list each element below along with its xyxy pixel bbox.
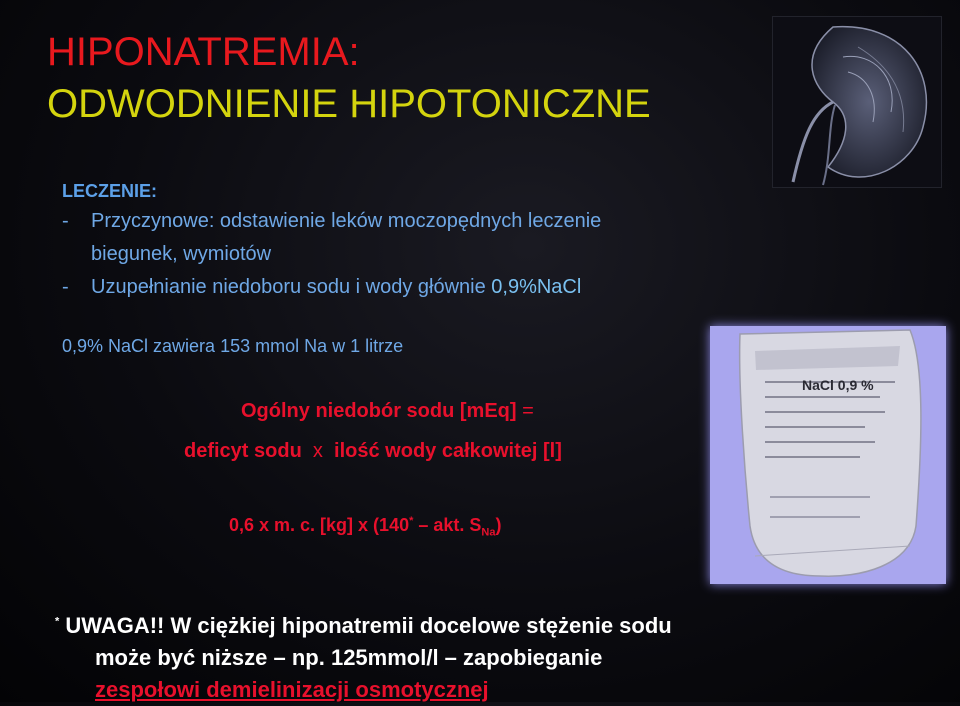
- treatment-item-replenish-text: Uzupełnianie niedoboru sodu i wody głównie: [91, 276, 486, 298]
- bag-label: NaCl 0,9 %: [802, 377, 874, 393]
- saline-bag-image: [710, 326, 946, 584]
- slide-title-line2: ODWODNIENIE HIPOTONICZNE: [47, 82, 651, 126]
- warning-line1-text: UWAGA!! W ciężkiej hiponatremii docelowe stężenie sodu: [65, 613, 672, 639]
- kidney-illustration: [772, 16, 942, 188]
- treatment-item-causal-cont: biegunek, wymiotów: [91, 243, 272, 265]
- formula-equals: =: [522, 400, 534, 422]
- warning-star: *: [55, 616, 60, 628]
- treatment-item-causal: [62, 210, 601, 233]
- bullet-dash: -: [62, 276, 69, 298]
- formula-star: *: [409, 515, 414, 527]
- nacl-highlight: 0,9%NaCl: [491, 276, 582, 298]
- slide-title-line1: HIPONATREMIA:: [47, 30, 360, 74]
- treatment-item-causal-text: Przyczynowe: odstawienie leków moczopędnych leczenie: [91, 210, 602, 232]
- formula-sodium-deficit: deficyt sodu: [184, 440, 302, 462]
- treatment-heading: LECZENIE:: [62, 181, 158, 201]
- bullet-dash: -: [62, 210, 69, 232]
- formula-expr-b: – akt. S: [413, 515, 482, 535]
- warning-note: [55, 606, 672, 706]
- saline-bag-icon: [710, 326, 946, 584]
- formula-total-water: ilość wody całkowitej [l]: [334, 440, 562, 462]
- formula-line3: [229, 515, 501, 539]
- warning-line3: zespołowi demielinizacji osmotycznej: [95, 677, 489, 703]
- warning-line1: [55, 613, 672, 638]
- formula-expr-a: 0,6 x m. c. [kg] x (140: [229, 515, 410, 535]
- warning-line2: może być niższe – np. 125mmol/l – zapobieganie: [95, 645, 603, 671]
- kidney-icon: [773, 17, 941, 187]
- nacl-note: 0,9% NaCl zawiera 153 mmol Na w 1 litrze: [62, 336, 404, 356]
- formula-expr-c: ): [495, 515, 502, 535]
- formula-line2: [184, 440, 562, 463]
- formula-sub-na: Na: [481, 526, 496, 539]
- formula-deficit-label: Ogólny niedobór sodu [mEq]: [241, 400, 517, 422]
- formula-line1: [241, 400, 534, 423]
- formula-times: x: [312, 440, 323, 462]
- treatment-item-replenish: [62, 276, 581, 299]
